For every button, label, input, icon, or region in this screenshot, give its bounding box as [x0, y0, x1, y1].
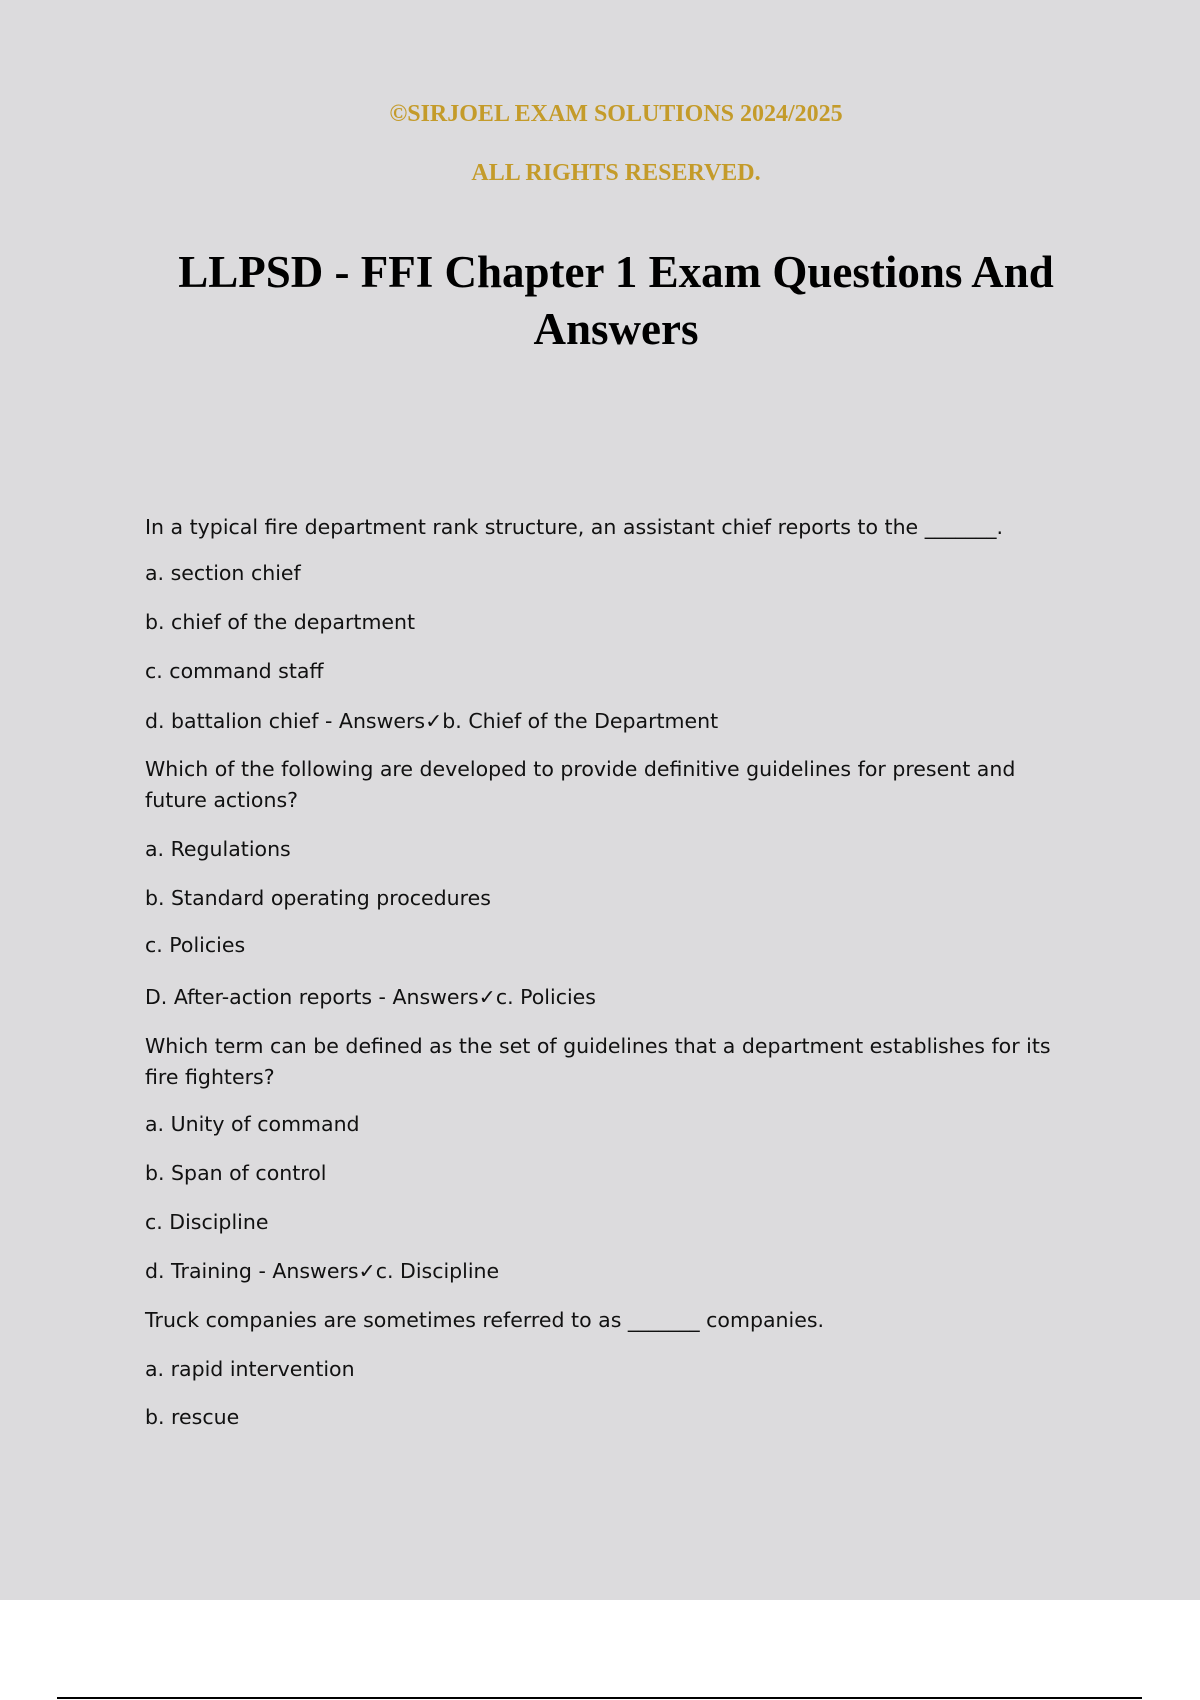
rights-reserved-notice: ALL RIGHTS RESERVED.	[471, 160, 761, 186]
answer-option-with-key: d. battalion chief - Answers✓b. Chief of the Department	[145, 709, 719, 733]
question-text: In a typical fire department rank structure, an assistant chief reports to the _______.	[145, 515, 1003, 539]
answer-option: a. rapid intervention	[145, 1357, 355, 1381]
question-text: Which term can be defined as the set of guidelines that a department establishes for its fire fighters?	[145, 1034, 1051, 1089]
answer-option-with-key: d. Training - Answers✓c. Discipline	[145, 1259, 500, 1283]
answer-option: c. Policies	[145, 933, 246, 957]
footer-divider	[57, 1697, 1142, 1699]
copyright-notice: ©SIRJOEL EXAM SOLUTIONS 2024/2025	[389, 101, 843, 127]
answer-option: a. Regulations	[145, 837, 291, 861]
answer-option: c. command staff	[145, 659, 324, 683]
question-text: Which of the following are developed to provide definitive guidelines for present and future actions?	[145, 757, 1016, 812]
answer-option: b. rescue	[145, 1405, 240, 1429]
answer-option: b. chief of the department	[145, 610, 416, 634]
answer-option: b. Span of control	[145, 1161, 327, 1185]
answer-option: a. section chief	[145, 561, 301, 585]
answer-option: c. Discipline	[145, 1210, 269, 1234]
answer-option-with-key: D. After-action reports - Answers✓c. Policies	[145, 985, 596, 1009]
answer-option: b. Standard operating procedures	[145, 886, 491, 910]
answer-option: a. Unity of command	[145, 1112, 360, 1136]
document-title: LLPSD - FFI Chapter 1 Exam Questions And Answers	[178, 247, 1054, 354]
question-text: Truck companies are sometimes referred to as _______ companies.	[145, 1308, 825, 1332]
